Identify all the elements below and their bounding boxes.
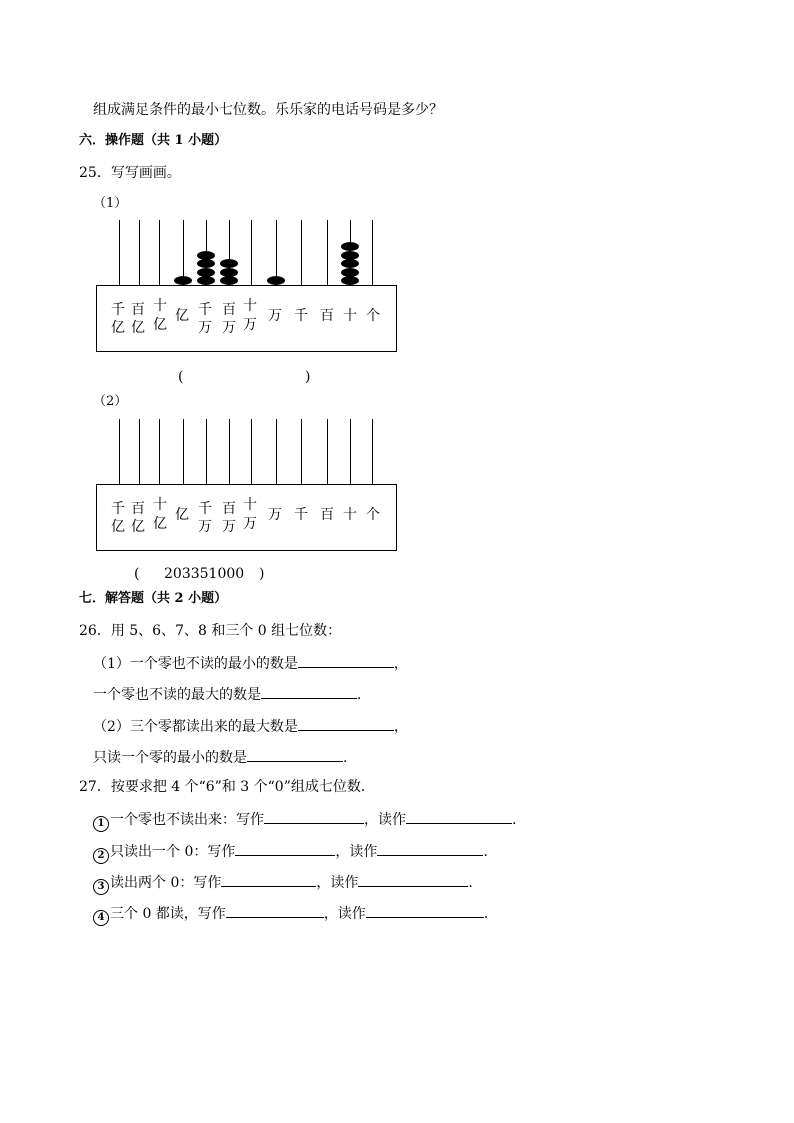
place-value-label: 十 xyxy=(343,507,357,523)
circled-number: 1 xyxy=(93,816,109,832)
place-value-label: 万 xyxy=(268,308,282,324)
answer-close-paren-1: ) xyxy=(305,369,311,385)
place-value-label: 千 xyxy=(111,501,125,517)
answer-blank[interactable] xyxy=(358,872,468,887)
place-value-label: 十 xyxy=(343,308,357,324)
question-26-line-4: 只读一个零的最小的数是 . xyxy=(93,747,347,767)
circled-number: 3 xyxy=(93,879,109,895)
abacus-rod xyxy=(119,220,120,285)
place-value-label-unit: 万 xyxy=(243,516,257,532)
question-26-text: （2）三个零都读出来的最大数是 xyxy=(93,719,298,735)
abacus-rod xyxy=(301,220,302,285)
answer-blank[interactable] xyxy=(298,653,394,668)
abacus-bead xyxy=(197,276,215,285)
place-value-label: 百 xyxy=(222,302,236,318)
answer-open-paren-2: ( xyxy=(134,566,140,582)
answer-blank[interactable] xyxy=(226,903,324,918)
place-value-label: 亿 xyxy=(175,507,189,523)
place-value-label-unit: 万 xyxy=(222,519,236,535)
place-value-label-unit: 万 xyxy=(243,317,257,333)
place-value-label-unit: 万 xyxy=(198,320,212,336)
part-2-label: （2） xyxy=(93,394,128,409)
section-heading-answer: 七．解答题（共 2 小题） xyxy=(79,591,228,606)
part-1-label: （1） xyxy=(93,196,128,211)
answer-blank[interactable] xyxy=(235,841,335,856)
place-value-label: 个 xyxy=(366,507,380,523)
abacus-bead xyxy=(341,251,359,260)
answer-blank[interactable] xyxy=(298,716,394,731)
abacus-rod xyxy=(159,419,160,484)
circled-number: 4 xyxy=(93,910,109,926)
intro-line: 组成满足条件的最小七位数。乐乐家的电话号码是多少？ xyxy=(93,102,443,118)
answer-blank[interactable] xyxy=(377,841,483,856)
place-value-label: 千 xyxy=(198,501,212,517)
abacus-bead xyxy=(197,251,215,260)
place-value-label: 百 xyxy=(222,501,236,517)
abacus-part-1 xyxy=(96,220,398,353)
answer-blank[interactable] xyxy=(406,809,512,824)
place-value-label: 亿 xyxy=(175,308,189,324)
question-26-title: 26．用 5、6、7、8 和三个 0 组七位数： xyxy=(79,623,342,639)
abacus-rod xyxy=(251,220,252,285)
question-26-text: 一个零也不读的最大的数是 xyxy=(93,687,261,703)
abacus-rod xyxy=(139,220,140,285)
place-value-label: 个 xyxy=(366,308,380,324)
abacus-rod xyxy=(183,419,184,484)
abacus-bead xyxy=(174,276,192,285)
place-value-label: 百 xyxy=(320,308,334,324)
place-value-label-unit: 亿 xyxy=(153,317,167,333)
abacus-rod xyxy=(206,419,207,484)
abacus-rod xyxy=(159,220,160,285)
place-value-label: 百 xyxy=(131,302,145,318)
place-value-label-unit: 亿 xyxy=(111,519,125,535)
answer-blank[interactable] xyxy=(221,872,316,887)
answer-blank[interactable] xyxy=(366,903,484,918)
abacus-rod xyxy=(276,419,277,484)
place-value-label: 十 xyxy=(243,298,257,314)
answer-blank[interactable] xyxy=(264,809,364,824)
abacus-rod xyxy=(139,419,140,484)
answer-open-paren-1: ( xyxy=(178,369,184,385)
question-27-item-1: 1 一个零也不读出来：写作 ，读作 . xyxy=(93,809,516,832)
abacus-rod xyxy=(372,220,373,285)
abacus-rod xyxy=(229,419,230,484)
question-26-line-1: （1）一个零也不读的最小的数是 ， xyxy=(93,653,408,673)
place-value-label-unit: 亿 xyxy=(153,516,167,532)
place-value-label: 十 xyxy=(153,497,167,513)
abacus-rod xyxy=(350,419,351,484)
abacus-rod xyxy=(372,419,373,484)
section-heading-operation: 六．操作题（共 1 小题） xyxy=(79,133,228,148)
question-26-text: 只读一个零的最小的数是 xyxy=(93,750,247,766)
abacus-rod xyxy=(251,419,252,484)
place-value-label-unit: 万 xyxy=(222,320,236,336)
question-27-item-2: 2 只读出一个 0：写作 ，读作 . xyxy=(93,841,488,864)
place-value-label: 千 xyxy=(111,302,125,318)
place-value-label: 千 xyxy=(198,302,212,318)
place-value-label-unit: 亿 xyxy=(131,320,145,336)
abacus-bead xyxy=(341,268,359,277)
place-value-label: 百 xyxy=(320,507,334,523)
place-value-label-unit: 亿 xyxy=(111,320,125,336)
place-value-label: 万 xyxy=(268,507,282,523)
question-27-item-3: 3 读出两个 0：写作 ，读作 . xyxy=(93,872,473,895)
question-26-line-2: 一个零也不读的最大的数是 . xyxy=(93,684,361,704)
abacus-bead xyxy=(341,242,359,251)
circled-number: 2 xyxy=(93,848,109,864)
place-value-label: 千 xyxy=(294,507,308,523)
question-27-item-4: 4 三个 0 都读，写作 ，读作 . xyxy=(93,903,488,926)
question-27-title: 27．按要求把 4 个“6”和 3 个“0”组成七位数． xyxy=(79,779,375,795)
abacus-bead xyxy=(220,259,238,268)
question-25-title: 25．写写画画。 xyxy=(79,165,181,181)
question-26-text: （1）一个零也不读的最小的数是 xyxy=(93,656,298,672)
place-value-label: 千 xyxy=(294,308,308,324)
abacus-rod xyxy=(327,419,328,484)
place-value-label: 十 xyxy=(243,497,257,513)
abacus-rod xyxy=(301,419,302,484)
abacus-bead xyxy=(341,276,359,285)
place-value-label: 十 xyxy=(153,298,167,314)
place-value-label: 百 xyxy=(131,501,145,517)
abacus-bead xyxy=(197,268,215,277)
answer-blank[interactable] xyxy=(247,747,343,762)
abacus-bead xyxy=(267,276,285,285)
abacus-rod xyxy=(119,419,120,484)
answer-value-2: 203351000 xyxy=(164,566,245,582)
question-26-line-3: （2）三个零都读出来的最大数是 ， xyxy=(93,716,408,736)
abacus-bead xyxy=(197,259,215,268)
abacus-bead xyxy=(341,259,359,268)
abacus-bead xyxy=(220,268,238,277)
answer-blank[interactable] xyxy=(261,684,357,699)
abacus-part-2 xyxy=(96,419,398,552)
abacus-bead xyxy=(220,276,238,285)
place-value-label-unit: 万 xyxy=(198,519,212,535)
place-value-label-unit: 亿 xyxy=(131,519,145,535)
abacus-rod xyxy=(327,220,328,285)
answer-close-paren-2: ) xyxy=(259,566,265,582)
